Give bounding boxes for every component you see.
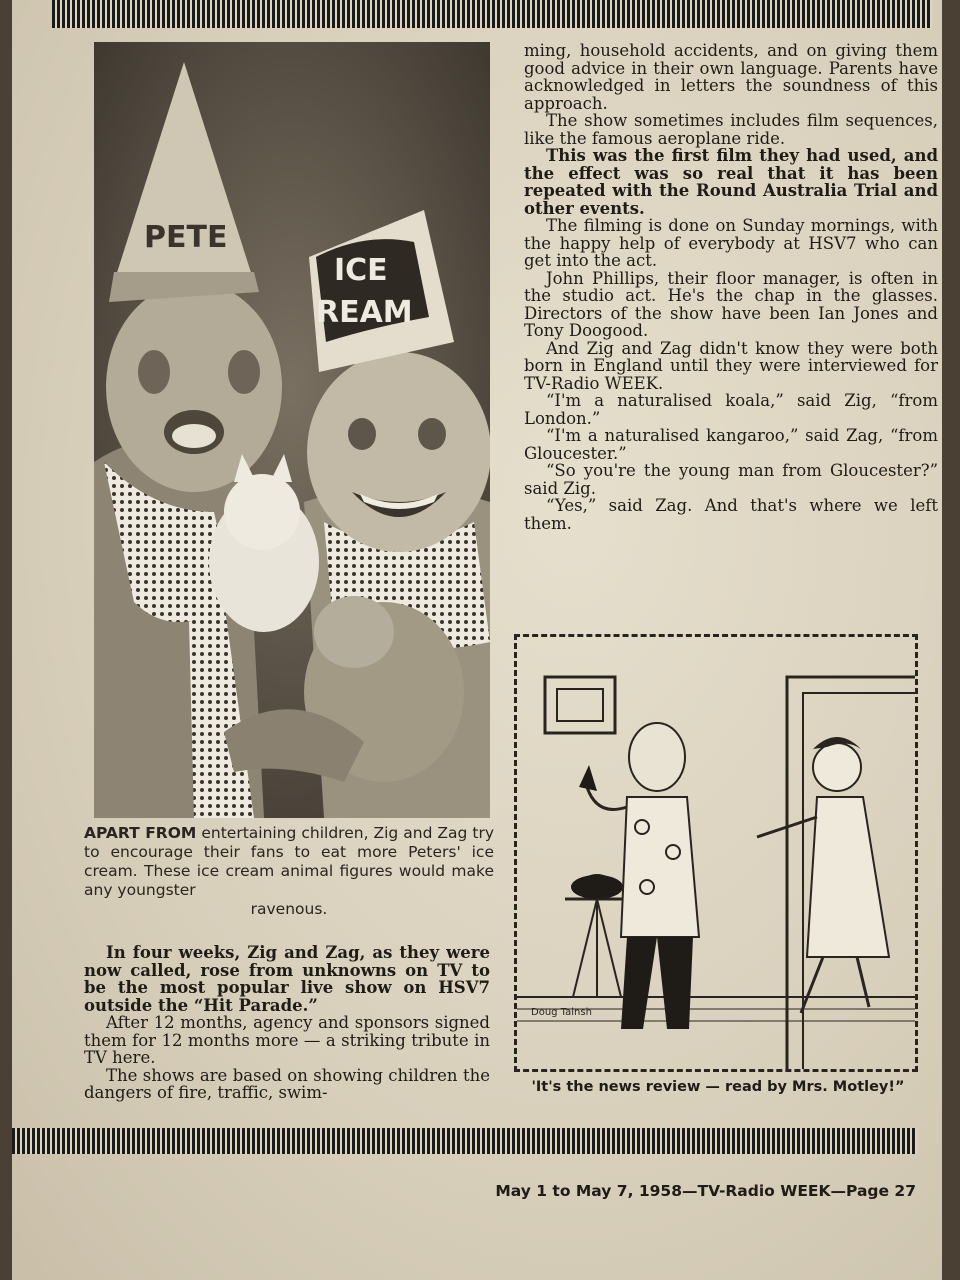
page-footer: May 1 to May 7, 1958—TV-Radio WEEK—Page 27 [495,1182,916,1200]
top-decorative-rule [52,0,932,28]
caption-lead: APART FROM [84,824,197,842]
cartoon-panel [514,634,924,1128]
caption-body: entertaining children, Zig and Zag try to encourage their fans to eat more Peters' ice cream. These ice cream animal figures would make any youngster [84,824,495,899]
cartoon-caption: 'It's the news review — read by Mrs. Motley!” [531,1079,905,1095]
cartoon-illustration [517,637,915,1069]
photo-illustration [94,42,490,818]
article-paragraph: “Yes,” said Zag. And that's where we left them. [524,496,938,533]
right-hat-label-line1: ICE [334,253,388,288]
article-paragraph: ming, household accidents, and on giving them good advice in their own language. Parents have acknowledged in letters the soundness of this approach. [524,41,938,113]
article-paragraph: And Zig and Zag didn't know they were both born in England until they were interviewed for TV-Radio WEEK. [524,338,938,393]
caption-last-line: ravenous. [250,900,328,918]
article-paragraph: This was the first film they had used, and the effect was so real that it has been repeated with the Round Australia Trial and other events. [524,146,938,218]
right-hat-label-line2: REAM [316,295,413,330]
left-article-column [84,944,490,1102]
article-paragraph: “I'm a naturalised kangaroo,” said Zag, “from Gloucester.” [524,426,938,463]
right-article-column [524,42,938,532]
cartoon-signature: Doug Tainsh [531,1007,592,1018]
article-paragraph: “I'm a naturalised koala,” said Zig, “from London.” [524,391,938,428]
article-paragraph: After 12 months, agency and sponsors signed them for 12 months more — a striking tribute in TV here. [84,1013,490,1067]
article-paragraph: The show sometimes includes film sequences, like the famous aeroplane ride. [524,111,938,148]
zig-and-zag-photo [94,42,490,818]
photo-caption [84,824,494,919]
cartoon-frame [514,634,918,1072]
article-paragraph: “So you're the young man from Gloucester?” said Zig. [524,461,938,498]
article-paragraph: In four weeks, Zig and Zag, as they were now called, rose from unknowns on TV to be the most popular live show on HSV7 outside the “Hit Parade.” [84,943,490,1015]
left-hat-label: PETE [144,220,228,255]
article-paragraph: The shows are based on showing children the dangers of fire, traffic, swim- [84,1065,490,1102]
article-paragraph: The filming is done on Sunday mornings, with the happy help of everybody at HSV7 who can get into the act. [524,216,938,270]
bottom-decorative-rule [12,1128,917,1154]
magazine-page [12,0,942,1280]
article-paragraph: John Phillips, their floor manager, is often in the studio act. He's the chap in the glasses. Directors of the show have been Ian Jones and Tony Doogood. [524,268,938,340]
